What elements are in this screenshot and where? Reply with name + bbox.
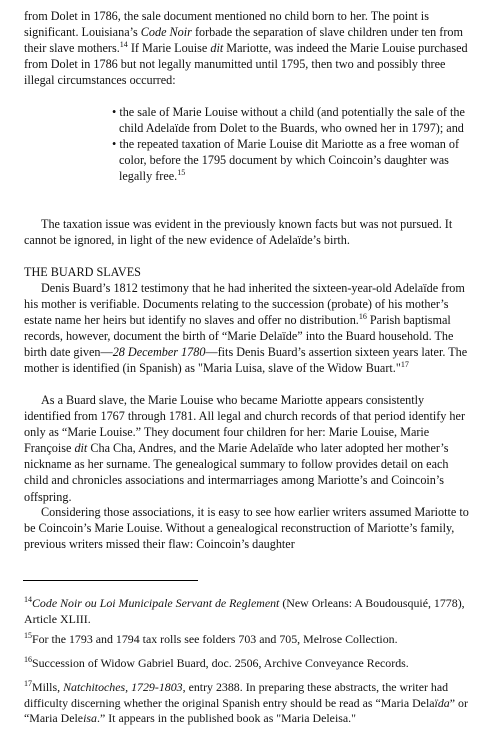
text: Mariotte, was indeed the Marie Louise purchased from Dolet in 1786 but not legally manumitted until 1795, then two and possibly three illegal circumstances occurred: [24, 41, 468, 88]
footnote [24, 656, 472, 672]
footnote [24, 680, 472, 727]
italic-text: isa [83, 711, 97, 726]
text: If Marie Louise [127, 41, 211, 56]
paragraph [24, 392, 470, 505]
text: from Dolet in 1786, the sale document mentioned no child born to her. The point is significant. Louisiana’s [24, 9, 429, 40]
text: • the repeated taxation of Marie Louise dit Mariotte as a free woman of color, before the 1795 document by which Coincoin’s daughter was legally free. [112, 137, 460, 184]
list-item [112, 136, 472, 184]
italic-text: dit [74, 441, 88, 456]
text: forbade the separation of slave children under ten from their slave mothers. [24, 25, 463, 56]
text: Parish baptismal records, however, document the birth of “Marie Delaïde” into the Buard household. The birth date given— [24, 313, 454, 360]
italic-text: Natchitoches, 1729-1803 [63, 680, 183, 694]
text: Mills, [32, 680, 64, 694]
text: (New Orleans: A Boudousquié, 1778), Article XLIII. [24, 596, 465, 626]
italic-text: 28 December 1780 [112, 345, 206, 360]
footnote-number: 15 [24, 631, 32, 640]
footnote-ref: 15 [177, 168, 186, 178]
text: As a Buard slave, the Marie Louise who became Mariotte appears consistently identified from 1767 through 1781. All legal and church records of that period identify her only as “Marie Louise.” They document four children for her: Marie Louise, Marie Françoise [24, 393, 465, 456]
italic-text: Code Noir ou Loi Municipale Servant de Reglement [32, 596, 280, 610]
text: —fits Denis Buard’s assertion sixteen years later. The mother is identified (in Spanish) as "Maria Luisa, slave of the Widow Buart." [24, 345, 468, 376]
paragraph [24, 280, 470, 377]
text: .” It appears in the published book as "Maria Deleisa." [96, 711, 356, 726]
text: For the 1793 and 1794 tax rolls see folders 703 and 705, Melrose Collection. [32, 632, 398, 646]
footnote-number: 14 [24, 595, 32, 604]
footnote-ref: 14 [119, 40, 128, 50]
italic-text: ïda [434, 695, 450, 710]
footnote [24, 632, 472, 648]
text: Succession of Widow Gabriel Buard, doc. 2506, Archive Conveyance Records. [32, 656, 409, 670]
footnote-number: 17 [24, 679, 32, 688]
text: , entry 2388. In preparing these abstracts, the writer had difficulty discerning whether the original Spanish entry should be read as “Maria Dela [24, 680, 449, 710]
footnote-ref: 17 [400, 360, 409, 370]
paragraph [24, 8, 470, 88]
footnote-divider [23, 580, 198, 581]
footnote-number: 16 [24, 655, 32, 664]
footnote-ref: 16 [358, 312, 367, 322]
text: ” or “Maria Dele [24, 695, 468, 726]
text: Denis Buard’s 1812 testimony that he had inherited the sixteen-year-old Adelaïde from his mother is verifiable. Documents relating to the succession (probate) of his mother’s estate name her heirs but identify no slaves and offer no distribution. [24, 281, 465, 328]
paragraph: The taxation issue was evident in the previously known facts but was not pursued. It cannot be ignored, in light of the new evidence of Adelaïde’s birth. [24, 217, 453, 248]
section-heading: THE BUARD SLAVES [24, 265, 141, 279]
list-item: • the sale of Marie Louise without a child (and potentially the sale of the child Adelaïde from Dolet to the Buards, who owned her in 1797); and [112, 105, 465, 136]
text: Cha Cha, Andres, and the Marie Adelaïde who later adopted her mother’s nickname as her surname. The genealogical summary to follow provides detail on each child and chronicles associations and intermarriages among Mariotte’s and Coincoin’s offspring. [24, 441, 449, 504]
paragraph: Considering those associations, it is easy to see how earlier writers assumed Mariotte to be Coincoin’s Marie Louise. Without a genealogical reconstruction of Mariotte’s family, previous writers missed their flaw: Coincoin’s daughter [24, 505, 469, 552]
italic-text: Code Noir [140, 25, 192, 40]
bullet-list [112, 104, 472, 184]
footnote [24, 596, 472, 627]
italic-text: dit [210, 41, 224, 56]
